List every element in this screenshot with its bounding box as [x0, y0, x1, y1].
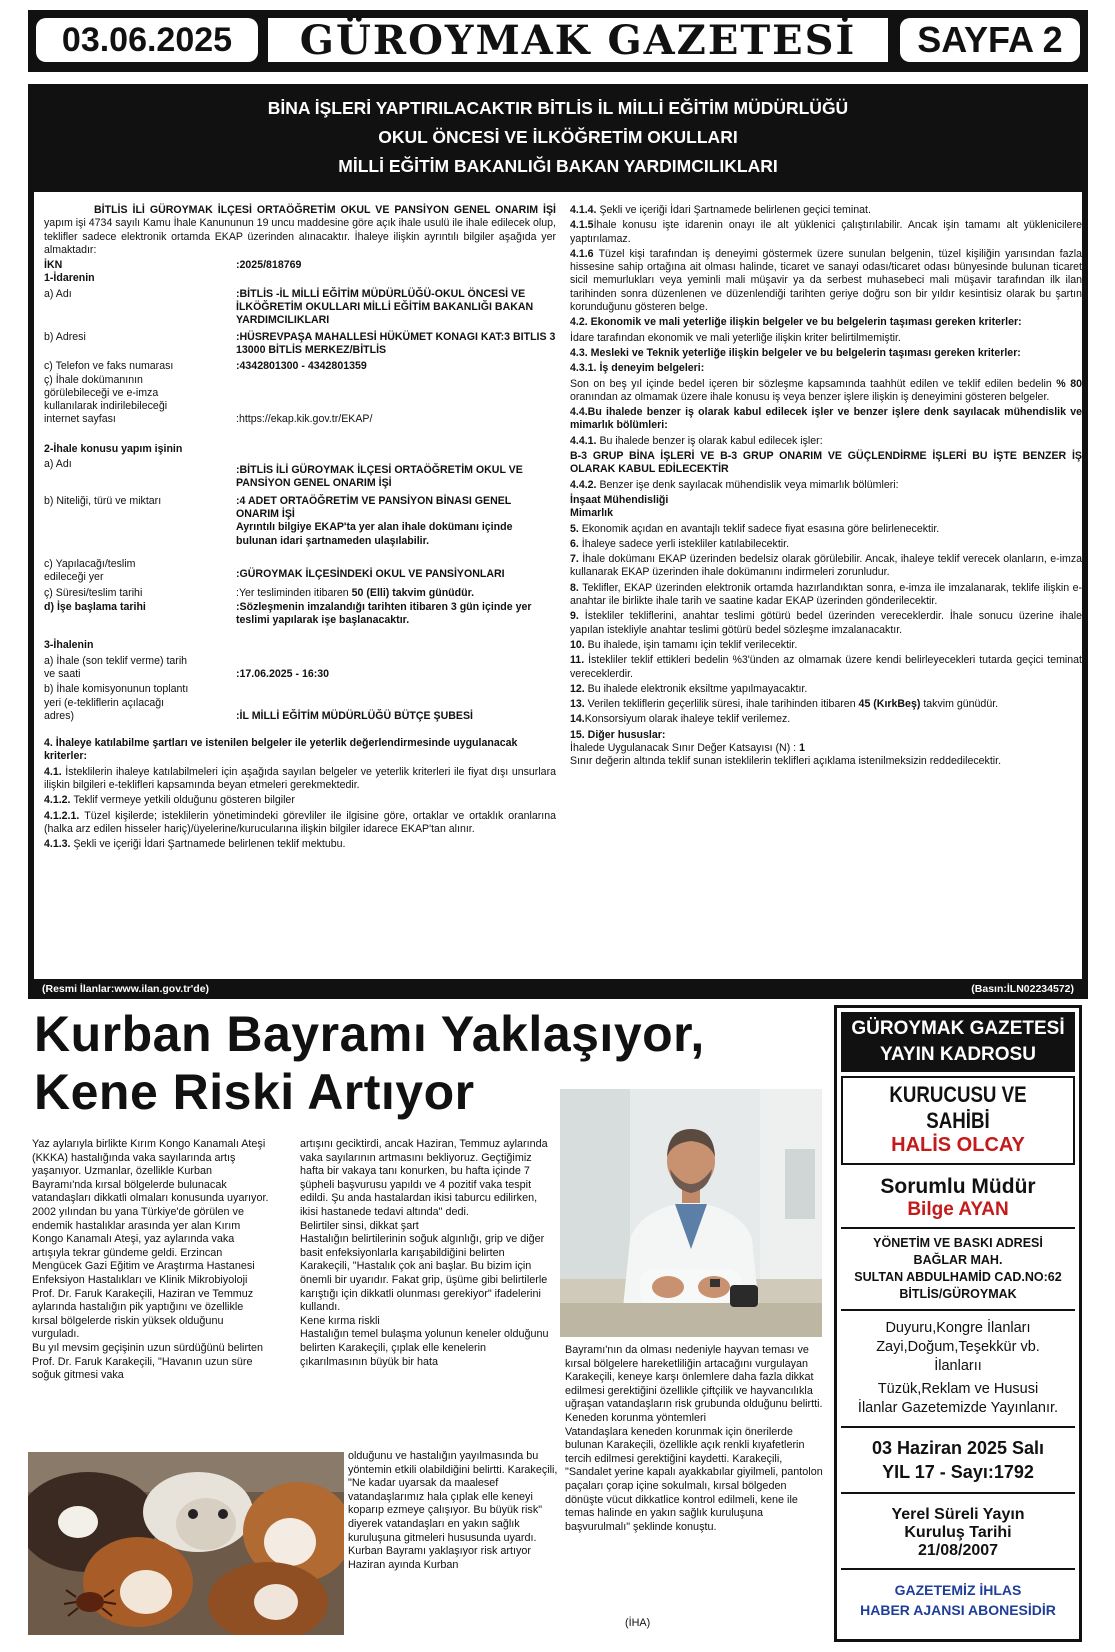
manager-label: Sorumlu Müdür [880, 1175, 1036, 1198]
clause: Son on beş yıl içinde bedel içeren bir sözleşme kapsamında taahhüt edilen ve teklif edilen bedelin % 80 oranından az olmamak üzere ihale konusu iş veya benzer işlere ilişkin iş deneyimini gösteren belgeler. [570, 377, 1082, 403]
clause: 13. Verilen tekliflerin geçerlilik süresi, ihale tarihinden itibaren 45 (KırkBeş) takvim günüdür. [570, 698, 999, 711]
newspaper-title: GÜROYMAK GAZETESİ [268, 18, 888, 62]
clause: 4.1.5İhale konusu işte idarenin onayı ile alt yüklenici çalıştırılabilir. Ancak işin tamamı alt yüklenicilere yaptırılamaz. [570, 219, 1082, 245]
doctor-photo [560, 1089, 822, 1337]
official-ads-link[interactable]: (Resmi İlanlar:www.ilan.gov.tr'de) [42, 983, 210, 995]
address-block: YÖNETİM VE BASKI ADRESİ BAĞLAR MAH. SULTAN ABDULHAMİD CAD.NO:62 BİTLİS/GÜROYMAK [841, 1227, 1075, 1309]
clause: 7. İhale dokümanı EKAP üzerinden bedelsiz olarak görülebilir. Ancak, ihaleye teklif verecek olanların, e-imza kullanarak EKAP üzerinden ihale dokümanını indirmeleri zorunludur. [570, 553, 1083, 579]
founder-block [841, 1076, 1075, 1165]
clause: 8. Teklifler, EKAP üzerinden elektronik ortamda hazırlandıktan sonra, e-imza ile imzalanarak, teklife ilişkin e-anahtar ile birlikte ihale tarih ve saatine kadar EKAP üzerinden gönderilecektir. [570, 581, 1082, 608]
clause: 14.Konsorsiyum olarak ihaleye teklif verilemez. [570, 713, 791, 726]
clause: 4.1.2. Teklif vermeye yetkili olduğunu gösteren bilgiler [44, 794, 295, 807]
clause-title: 4.3. Mesleki ve Teknik yeterliğe ilişkin belgeler ve bu belgelerin taşıması gereken kriterler: [570, 346, 1021, 359]
section-title: 2-İhale konusu yapım işinin [44, 442, 183, 455]
article-headline: Kurban Bayramı Yaklaşıyor, Kene Riski Artıyor [34, 1006, 705, 1120]
ads-info-block: Duyuru,Kongre İlanları Zayi,Doğum,Teşekkür vb. İlanlarıı Tüzük,Reklam ve Hususi İlanlar Gazetemizde Yayınlanır. [841, 1309, 1075, 1426]
founder-label: KURUCUSU VE SAHİBİ [889, 1082, 1027, 1133]
article-column-3: Bayramı'nın da olması nedeniyle hayvan teması ve kırsal bölgelere hareketliliğin artacağını vurgulayan Karakeçili, keneye karşı önlemlere daha fazla dikkat edilmesi gerektiğini özellikle çiftçilik ve hayvancılıkla uğraşan vatandaşların risk grubunda olduğunu belirtti. Keneden korunma yöntemleri Vatandaşlara keneden korunmak için önerilerde bulunan Karakeçili, özellikle açık renkli kıyafetlerin tercih edilmesi gerektiğini kaydetti. Karakeçili, "Sandalet yerine kapalı ayakkabılar giyilmeli, pantolon paçaları çorap içine sokulmalı, kırsal bölgeden dönüşte vücut dikkatlice kontrol edilmeli, kene ile temas halinde en yakın sağlık kuruluşuna başvurulmalı" şeklinde konuştu. [565, 1344, 823, 1533]
founder-name: HALİS OLCAY [891, 1134, 1025, 1156]
clause: 9. İstekliler tekliflerini, anahtar teslimi götürü bedel üzerinden vereceklerdir. İhale sonucu üzerine ihale yapılan istekliyle anahtar teslimi götürü bedel sözleşme imzalanacaktır. [570, 610, 1082, 636]
info-row: ç) İhale dokümanının görülebileceği ve e-imza kullanılarak indirilebileceği internet sayfası :https://ekap.kik.gov.tr/EKAP/ [44, 373, 373, 426]
notice-left-column [44, 204, 556, 853]
notice-header-line: BİNA İŞLERİ YAPTIRILACAKTIR BİTLİS İL MİLLİ EĞİTİM MÜDÜRLÜĞÜ [267, 98, 849, 118]
section-title: 4. İhaleye katılabilme şartları ve istenilen belgeler ile yeterlik değerlendirmesinde uygulanacak kriterler: [44, 737, 518, 763]
clause: İnşaat Mühendisliği [570, 493, 669, 506]
section-title: 3-İhalenin [44, 639, 94, 652]
clause: 5. Ekonomik açıdan en avantajlı teklif sadece fiyat esasına göre belirlenecektir. [570, 522, 940, 535]
info-row: c) Yapılacağı/teslim edileceği yer :GÜROYMAK İLÇESİNDEKİ OKUL VE PANSİYONLARI [44, 557, 505, 584]
info-row: b) Niteliği, türü ve miktarı :4 ADET ORTAÖĞRETİM VE PANSİYON BİNASI GENEL ONARIM İŞİ Ayrıntılı bilgiye EKAP'ta yer alan ihale dokümanı içinde bulunan idari şartnameden ulaşılabilir. [44, 494, 513, 547]
manager-block [837, 1165, 1079, 1227]
clause-title: 15. Diğer hususlar: [570, 728, 666, 741]
tender-notice-body [28, 192, 1088, 979]
news-source: (İHA) [625, 1617, 651, 1629]
clause-title: 4.4.Bu ihalede benzer iş olarak kabul edilecek işler ve benzer işlere denk sayılacak mühendislik ve mimarlık bölümleri: [570, 406, 1082, 432]
cattle-photo [28, 1452, 344, 1635]
article-column-1: Yaz aylarıyla birlikte Kırım Kongo Kanamalı Ateşi (KKKA) hastalığında vaka sayılarında artış yaşanıyor. Uzmanlar, özellikle Kurban Bayramı'nda kırsal bölgelerde bulunacak vatandaşları dikkatli olmaları konusunda uyarıyor. 2002 yılından bu yana Türkiye'de görülen ve endemik hastalıklar arasında yer alan Kırım Kongo Kanamalı Ateşi, yaz aylarında vaka artışıyla tekrar gündeme geldi. Erzincan Mengücek Gazi Eğitim ve Araştırma Hastanesi Enfeksiyon Hastalıkları ve Klinik Mikrobiyoloji Prof. Dr. Faruk Karakeçili, Haziran ve Temmuz aylarında hastalığın pik yaptığını ve özellikle kırsal bölgelerde riskin yüksek olduğunu vurguladı. Bu yıl mevsim geçişinin uzun sürdüğünü belirten Prof. Dr. Faruk Karakeçili, "Havanın uzun süre soğuk gitmesi vaka [32, 1138, 269, 1382]
info-row: ç) Süresi/teslim tarihi :Yer tesliminden itibaren 50 (Elli) takvim günüdür. [44, 587, 475, 600]
article-column-2-cont: olduğunu ve hastalığın yayılmasında bu yöntemin etkili olabildiğini belirtti. Karakeçili, "Ne kadar uyarsak da maalesef vatandaşlarımız hala çıplak elle keneyi koparıp ezmeye çalışıyor. Bu büyük risk" diyerek vatandaşları en yakın sağlık kuruluşuna gitmeleri hususunda uyardı. Kurban Bayramı yaklaşıyor risk artıyor Haziran ayında Kurban [348, 1450, 558, 1571]
info-row: c) Telefon ve faks numarası :4342801300 - 4342801359 [44, 360, 367, 373]
clause: 11. İstekliler teklif ettikleri bedelin %3'ünden az olmamak üzere kendi belirleyecekleri tutarda geçici teminat vereceklerdir. [570, 654, 1083, 680]
clause: 4.1.6 Tüzel kişi tarafından iş deneyimi göstermek üzere sunulan belgenin, tüzel kişiliğin yarısından fazla hissesine sahip ortağına ait olması halinde, ticaret ve sanayi odası/ticaret odası bünyesinde bulunan ticaret sicil memurlukları veya yeminli mali müşavir ya da serbest muhasebeci mali müşavir tarafından ilk ilan tarihinden sonra düzenlenen ve düzenlendiği tarihten geriye doğru son bir yıldır kesintisiz olarak bu şartın korunduğunu gösteren belge. [570, 247, 1082, 314]
clause: 4.4.2. Benzer işe denk sayılacak mühendislik veya mimarlık bölümleri: [570, 478, 899, 491]
info-row: b) Adresi :HÜSREVPAŞA MAHALLESİ HÜKÜMET KONAGI KAT:3 BITLIS 3 13000 BİTLİS MERKEZ/BİTLİS [44, 330, 556, 356]
editorial-box [834, 1005, 1082, 1642]
notice-footer [28, 979, 1088, 999]
info-row: a) Adı :BİTLİS İLİ GÜROYMAK İLÇESİ ORTAÖĞRETİM OKUL VE PANSİYON GENEL ONARIM İŞİ [44, 458, 523, 490]
clause: 4.1.3. Şekli ve içeriği İdari Şartnamede belirlenen teklif mektubu. [44, 838, 346, 851]
doctor-illustration [560, 1089, 822, 1337]
tender-notice-header [28, 84, 1088, 192]
editorial-box-title: GÜROYMAK GAZETESİ YAYIN KADROSU [841, 1012, 1075, 1072]
clause: İdare tarafından ekonomik ve mali yeterliğe ilişkin kriter belirtilmemiştir. [570, 331, 901, 344]
article-column-2: artışını geciktirdi, ancak Haziran, Temmuz aylarında vaka sayılarının artmasını bekliyoruz. Geçtiğimiz hafta bir vakaya tanı konurken, bu hafta içinde 7 şüpheli başvurusu yapıldı ve 4 pozitif vaka tespit edildi. Şu anda hastalardan ikisi taburcu edilirken, ikisi hastanede tedavi altında" dedi. Belirtiler sinsi, dikkat şart Hastalığın belirtilerinin soğuk algınlığı, grip ve diğer basit enfeksiyonlarla karışabildiğini belirten Karakeçili, "Hastalık çok ani başlar. Bu bizim için önemli bir uyarıdır. Fakat grip, üşüme gibi belirtilerle karıştığı için dikkatli olunması gerekiyor" ifadelerini kullandı. Kene kırma riskli Hastalığın temel bulaşma yolunun keneler olduğunu belirten Karakeçili, çıplak elle kenelerin çıkarılmasının büyük bir hata [300, 1138, 549, 1368]
manager-name: Bilge AYAN [907, 1199, 1009, 1220]
clause: İhalede Uygulanacak Sınır Değer Katsayısı (N) : 1 [570, 741, 805, 754]
issue-info-block: 03 Haziran 2025 Salı YIL 17 - Sayı:1792 [841, 1426, 1075, 1492]
info-row: a) Adı :BİTLİS -İL MİLLİ EĞİTİM MÜDÜRLÜĞÜ-OKUL ÖNCESİ VE İLKÖĞRETİM OKULLARI MİLLİ EĞİTİM BAKANLIĞI BAKAN YARDIMCILIKLARI [44, 287, 534, 327]
clause: B-3 GRUP BİNA İŞLERİ VE B-3 GRUP ONARIM VE GÜÇLENDİRME İŞLERİ BU İŞTE BENZER İŞ OLARAK KABUL EDİLECEKTİR [570, 450, 1082, 476]
section-title: 1-İdarenin [44, 272, 95, 285]
info-row: d) İşe başlama tarihi :Sözleşmenin imzalandığı tarihten itibaren 3 gün içinde yer teslimi yapılarak işe başlanacaktır. [44, 600, 532, 627]
page-number: SAYFA 2 [900, 18, 1080, 62]
clause: 4.4.1. Bu ihalede benzer iş olarak kabul edilecek işler: [570, 434, 823, 447]
notice-header-line: OKUL ÖNCESİ VE İLKÖĞRETİM OKULLARI [378, 127, 738, 147]
clause: Mimarlık [570, 507, 613, 520]
notice-intro: BİTLİS İLİ GÜROYMAK İLÇESİ ORTAÖĞRETİM OKUL VE PANSİYON GENEL ONARIM İŞİ yapım işi 4734 sayılı Kamu İhale Kanununun 19 uncu maddesine göre açık ihale usulü ile ihale edilecek olup, teklifler sadece elektronik ortamda EKAP üzerinden alınacaktır. İhaleye ilişkin ayrıntılı bilgiler aşağıda yer almaktadır: [44, 204, 556, 256]
clause: 10. Bu ihalede, işin tamamı için teklif verilecektir. [570, 638, 798, 651]
clause: 4.1.2.1. Tüzel kişilerde; isteklilerin yönetimindeki görevliler ile ilgisine göre, ortaklar ve ortaklık oranlarına (halka arz edilen hisseler hariç)/üyelerine/kurucularına ilişkin bilgiler idarece EKAP'tan alınır. [44, 809, 556, 835]
agency-block: GAZETEMİZ İHLAS HABER AJANSI ABONESİDİR [841, 1568, 1075, 1630]
clause: 6. İhaleye sadece yerli istekliler katılabilecektir. [570, 537, 790, 550]
notice-header-line: MİLLİ EĞİTİM BAKANLIĞI BAKAN YARDIMCILIKLARI [338, 156, 778, 176]
issue-date: 03.06.2025 [36, 18, 258, 62]
cattle-illustration [28, 1452, 344, 1635]
masthead [28, 10, 1088, 72]
info-row: b) İhale komisyonunun toplantı yeri (e-tekliflerin açılacağı adres) :İL MİLLİ EĞİTİM MÜDÜRLÜĞÜ BÜTÇE ŞUBESİ [44, 683, 473, 722]
clause: Sınır değerin altında teklif sunan isteklilerin teklifleri açıklama istenilmeksizin reddedilecektir. [570, 755, 1002, 768]
info-row: a) İhale (son teklif verme) tarih ve saati :17.06.2025 - 16:30 [44, 654, 330, 680]
clause-title: 4.2. Ekonomik ve mali yeterliğe ilişkin belgeler ve bu belgelerin taşıması gereken kriterler: [570, 316, 1022, 329]
ikn-row: İKN :2025/818769 [44, 259, 302, 272]
clause: 4.1.4. Şekli ve içeriği İdari Şartnamede belirlenen geçici teminat. [570, 204, 871, 216]
notice-right-column [570, 204, 1082, 771]
clause: 4.1. İsteklilerin ihaleye katılabilmeleri için aşağıda sayılan belgeler ve yeterlik kriterleri ile fiyat dışı unsurlara ilişkin bilgileri e-teklifleri kapsamında beyan etmeleri gerekmektedir. [44, 765, 556, 791]
press-code: (Basın:İLN02234572) [971, 983, 1074, 995]
founding-block: Yerel Süreli Yayın Kuruluş Tarihi 21/08/2007 [841, 1492, 1075, 1568]
clause: 12. Bu ihalede elektronik eksiltme yapılmayacaktır. [570, 682, 808, 695]
clause-title: 4.3.1. İş deneyim belgeleri: [570, 362, 705, 375]
